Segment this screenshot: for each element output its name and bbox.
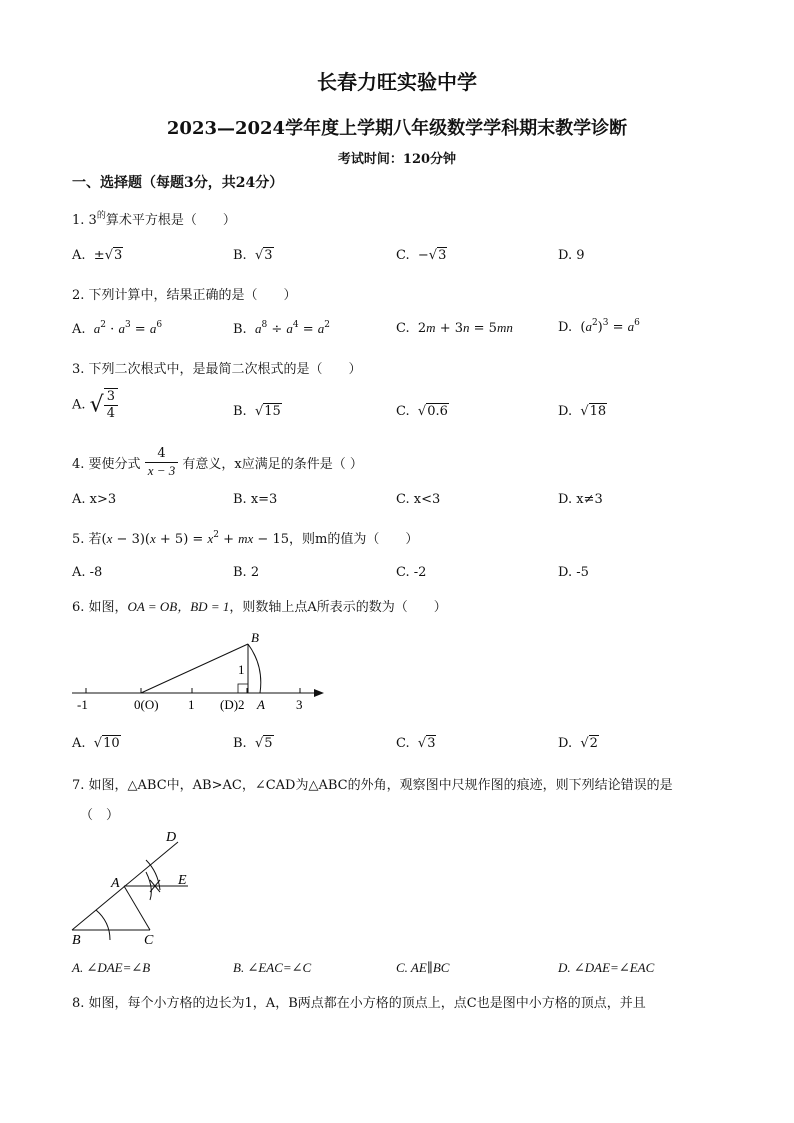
question-1-stem: 1. $3^的$算术平方根是（ ） (72, 211, 236, 228)
q5-option-c[interactable]: C. -2 (396, 565, 427, 580)
question-6-stem: 6. 如图，OA = OB，BD = 1，则数轴上点A所表示的数为（ ） (72, 599, 447, 615)
label-a: A (111, 876, 120, 891)
q6-option-a[interactable]: A. √10 (72, 736, 120, 751)
tick-label-neg1: -1 (77, 697, 88, 712)
question-7-stem-bracket: （ ） (80, 808, 120, 823)
q5-option-d[interactable]: D. -5 (558, 565, 589, 580)
question-7-stem: 7. 如图，△ABC中，AB>AC，∠CAD为△ABC的外角，观察图中尺规作图的痕迹，则下列结论错误的是 (72, 778, 673, 793)
section-heading: 一、选择题（每题3分，共24分） (72, 175, 284, 191)
question-8-stem: 8. 如图，每个小方格的边长为1，A，B两点都在小方格的顶点上，点C也是图中小方格的顶点，并且 (72, 996, 646, 1011)
q6-option-c[interactable]: C. √3 (396, 736, 436, 751)
question-4-stem: 4. 要使分式 $\frac{4}{x - 3}$ 有意义，x应满足的条件是（ ） (72, 446, 363, 478)
question-2-stem: 2. 下列计算中，结果正确的是（ ） (72, 288, 297, 303)
q2-option-a[interactable]: A. $a^2 \cdot a^3 = a^6$ (72, 320, 163, 337)
q1-option-c[interactable]: C. −√3 (396, 248, 447, 263)
tick-label-d2: (D)2 (220, 697, 245, 712)
exam-title: 2023—2024学年度上学期八年级数学学科期末教学诊断 (166, 118, 628, 139)
q7-option-c[interactable]: C. AE∥BC (396, 960, 450, 975)
q4-option-b[interactable]: B. x=3 (233, 492, 278, 507)
q4-option-d[interactable]: D. x≠3 (558, 492, 603, 507)
question-5-stem: 5. 若$(x - 3)(x + 5) = x^2$ + mx − 15，则m的值为（ ） (72, 530, 419, 547)
q4-option-c[interactable]: C. x<3 (396, 492, 441, 507)
q4-option-a[interactable]: A. x>3 (72, 492, 117, 507)
q7-option-a[interactable]: A. ∠DAE=∠B (72, 960, 151, 975)
tick-label-1: 1 (188, 697, 195, 712)
label-b: B (251, 630, 259, 645)
school-title: 长春力旺实验中学 (317, 70, 477, 94)
q3-option-d[interactable]: D. √18 (558, 404, 607, 419)
q3-option-a[interactable]: A. √ $\frac{3}{4}$ (72, 388, 118, 422)
tick-label-a: A (257, 697, 265, 712)
q7-option-b[interactable]: B. ∠EAC=∠C (233, 960, 312, 975)
label-bd-length: 1 (238, 662, 245, 677)
q1-option-a[interactable]: A. ±√3 (72, 248, 123, 263)
label-e: E (178, 873, 187, 888)
label-d: D (166, 830, 177, 845)
exam-time: 考试时间：120分钟 (337, 152, 457, 167)
q3-option-c[interactable]: C. √0.6 (396, 404, 448, 419)
q1-option-d[interactable]: D. 9 (558, 248, 585, 263)
q3-option-b[interactable]: B. √15 (233, 404, 281, 419)
q2-option-d[interactable]: D. $(a^2)^3 = a^6$ (558, 318, 640, 335)
question-3-stem: 3. 下列二次根式中，是最简二次根式的是（ ） (72, 362, 362, 377)
label-c: C (144, 933, 154, 948)
q5-option-b[interactable]: B. 2 (233, 565, 260, 580)
q2-option-c[interactable]: C. 2m + 3n = 5mn (396, 320, 513, 336)
q6-option-d[interactable]: D. √2 (558, 736, 598, 751)
q2-option-b[interactable]: B. $a^8 \div a^4 = a^2$ (233, 320, 330, 337)
q6-option-b[interactable]: B. √5 (233, 736, 273, 751)
label-b: B (72, 933, 81, 948)
q7-option-d[interactable]: D. ∠DAE=∠EAC (558, 960, 655, 975)
q1-option-b[interactable]: B. √3 (233, 248, 273, 263)
q5-option-a[interactable]: A. -8 (72, 565, 103, 580)
tick-label-origin: 0(O) (134, 697, 159, 712)
tick-label-3: 3 (296, 697, 303, 712)
